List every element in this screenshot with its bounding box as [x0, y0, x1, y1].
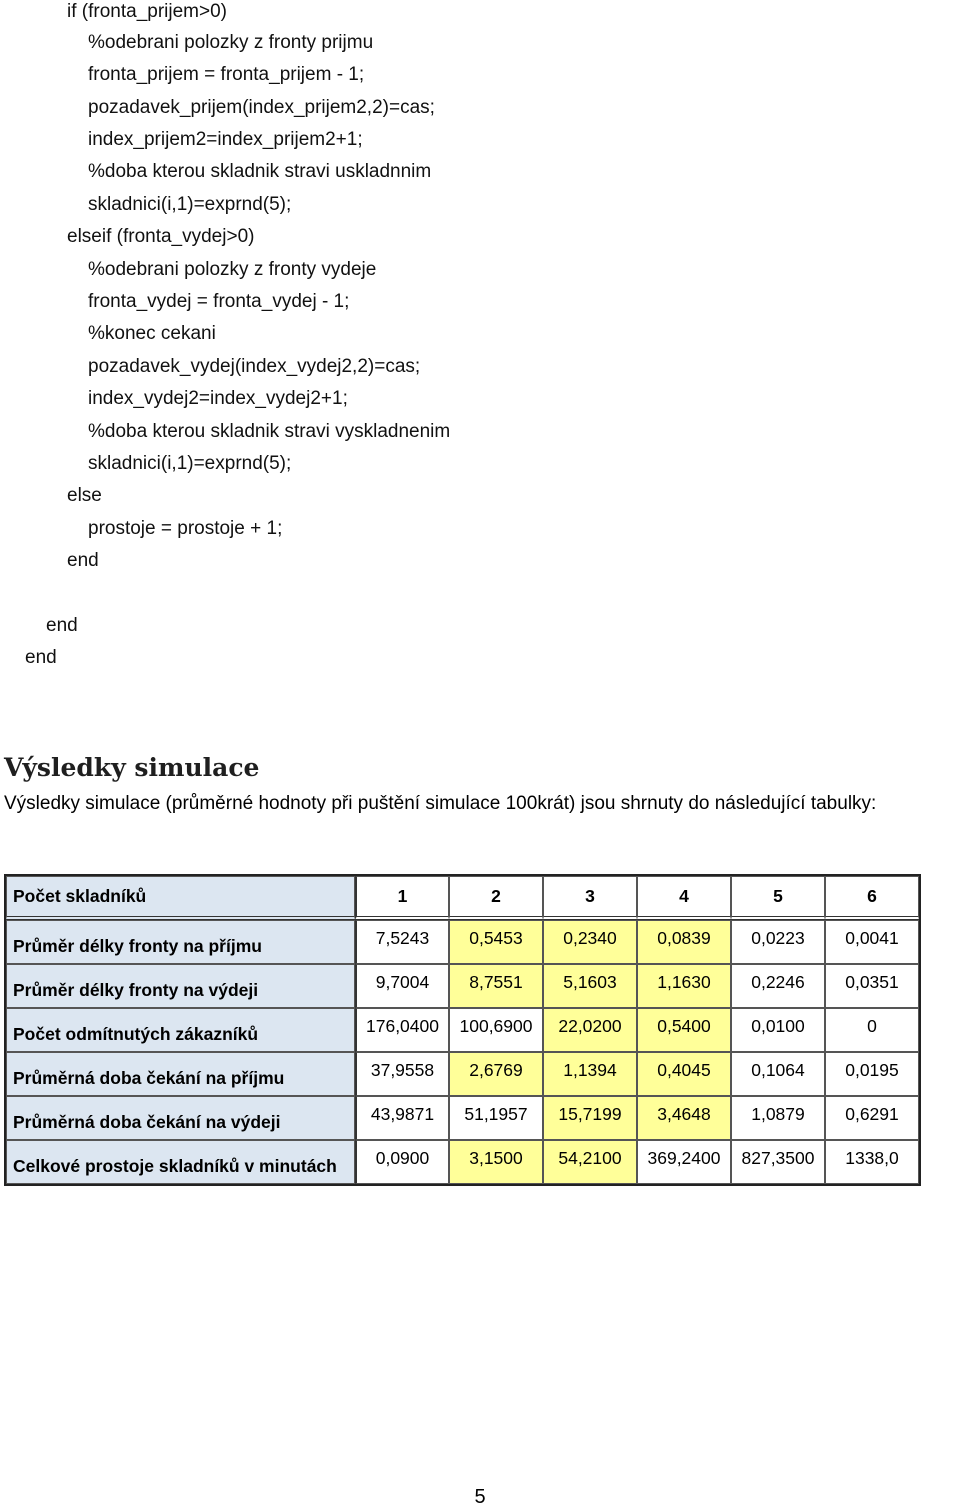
table-cell: 100,6900	[449, 1008, 543, 1052]
section-paragraph: Výsledky simulace (průměrné hodnoty při puštění simulace 100krát) jsou shrnuty do následující tabulky:	[4, 793, 877, 814]
code-line: index_vydej2=index_vydej2+1;	[88, 388, 348, 409]
code-line: %odebrani polozky z fronty prijmu	[88, 32, 374, 53]
header-cell: 3	[543, 876, 637, 920]
table-cell: 369,2400	[637, 1140, 731, 1184]
table-cell: 0,0900	[355, 1140, 449, 1184]
table-row	[6, 1008, 919, 1052]
code-line: pozadavek_vydej(index_vydej2,2)=cas;	[88, 356, 421, 377]
code-line: elseif (fronta_vydej>0)	[67, 226, 255, 247]
code-line: skladnici(i,1)=exprnd(5);	[88, 194, 292, 215]
header-cell: 5	[731, 876, 825, 920]
table-cell: 0,1064	[731, 1052, 825, 1096]
code-line: end	[67, 550, 99, 571]
table-cell-highlighted: 15,7199	[543, 1096, 637, 1140]
table-cell: 9,7004	[355, 964, 449, 1008]
table-cell: 0,2246	[731, 964, 825, 1008]
header-cell: 1	[355, 876, 449, 920]
code-line: %doba kterou skladnik stravi uskladnnim	[88, 161, 432, 182]
header-cell: 4	[637, 876, 731, 920]
code-line: fronta_prijem = fronta_prijem - 1;	[88, 64, 365, 85]
table-cell: 827,3500	[731, 1140, 825, 1184]
row-label: Průměrná doba čekání na příjmu	[6, 1052, 355, 1096]
row-label: Průměr délky fronty na příjmu	[6, 920, 355, 964]
table-cell-highlighted: 0,5453	[449, 920, 543, 964]
table-row	[6, 920, 919, 964]
table-cell: 0,0100	[731, 1008, 825, 1052]
table-row	[6, 1052, 919, 1096]
table-cell-highlighted: 3,4648	[637, 1096, 731, 1140]
code-line: skladnici(i,1)=exprnd(5);	[88, 453, 292, 474]
table-cell: 7,5243	[355, 920, 449, 964]
table-cell-highlighted: 1,1394	[543, 1052, 637, 1096]
table-cell-highlighted: 0,0839	[637, 920, 731, 964]
table-cell-highlighted: 54,2100	[543, 1140, 637, 1184]
table-header-row	[6, 876, 919, 920]
code-line: %doba kterou skladnik stravi vyskladnenim	[88, 421, 451, 442]
table-cell: 51,1957	[449, 1096, 543, 1140]
code-line: fronta_vydej = fronta_vydej - 1;	[88, 291, 350, 312]
header-cell: 2	[449, 876, 543, 920]
table-cell: 0,0041	[825, 920, 919, 964]
code-line: prostoje = prostoje + 1;	[88, 518, 283, 539]
code-line: else	[67, 485, 102, 506]
table-cell-highlighted: 0,5400	[637, 1008, 731, 1052]
table-cell: 0	[825, 1008, 919, 1052]
page-number: 5	[474, 1486, 486, 1508]
code-line: %odebrani polozky z fronty vydeje	[88, 259, 377, 280]
table-cell: 0,0351	[825, 964, 919, 1008]
header-cell: 6	[825, 876, 919, 920]
table-cell-highlighted: 0,4045	[637, 1052, 731, 1096]
table-cell-highlighted: 1,1630	[637, 964, 731, 1008]
header-label: Počet skladníků	[6, 876, 355, 920]
table-row	[6, 1096, 919, 1140]
section-heading: Výsledky simulace	[4, 753, 260, 782]
code-line: end	[25, 647, 57, 668]
row-label: Počet odmítnutých zákazníků	[6, 1008, 355, 1052]
row-label: Průměr délky fronty na výdeji	[6, 964, 355, 1008]
code-line: if (fronta_prijem>0)	[67, 1, 227, 22]
table-cell-highlighted: 2,6769	[449, 1052, 543, 1096]
row-label: Celkové prostoje skladníků v minutách	[6, 1140, 355, 1184]
table-cell-highlighted: 8,7551	[449, 964, 543, 1008]
code-line: %konec cekani	[88, 323, 216, 344]
code-line: end	[46, 615, 78, 636]
table-cell-highlighted: 22,0200	[543, 1008, 637, 1052]
table-cell-highlighted: 0,2340	[543, 920, 637, 964]
table-cell: 1,0879	[731, 1096, 825, 1140]
table-cell: 176,0400	[355, 1008, 449, 1052]
code-line: index_prijem2=index_prijem2+1;	[88, 129, 363, 150]
row-label: Průměrná doba čekání na výdeji	[6, 1096, 355, 1140]
table-cell-highlighted: 5,1603	[543, 964, 637, 1008]
table-cell: 0,6291	[825, 1096, 919, 1140]
table-row	[6, 964, 919, 1008]
table-cell: 37,9558	[355, 1052, 449, 1096]
table-cell: 43,9871	[355, 1096, 449, 1140]
table-cell: 1338,0	[825, 1140, 919, 1184]
table-cell-highlighted: 3,1500	[449, 1140, 543, 1184]
table-row	[6, 1140, 919, 1184]
table-cell: 0,0195	[825, 1052, 919, 1096]
results-table	[4, 874, 921, 1186]
code-line: pozadavek_prijem(index_prijem2,2)=cas;	[88, 97, 435, 118]
table-cell: 0,0223	[731, 920, 825, 964]
